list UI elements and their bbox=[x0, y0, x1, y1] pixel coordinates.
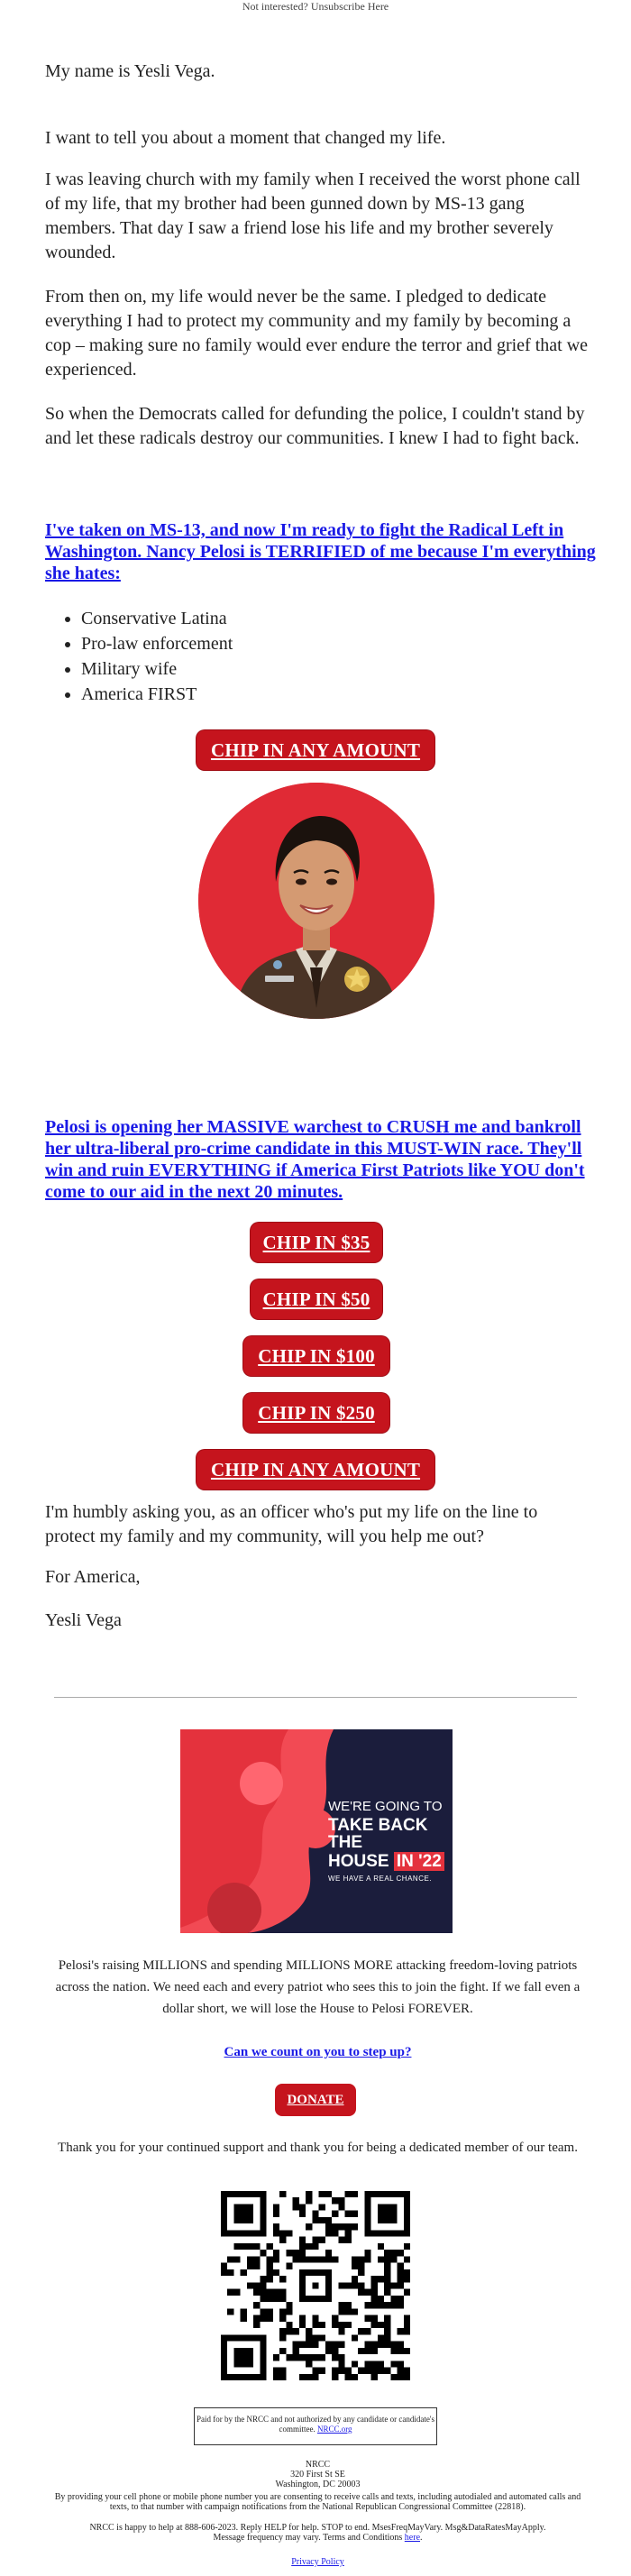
list-item: • Conservative Latina bbox=[81, 606, 590, 631]
list-item: • Pro-law enforcement bbox=[81, 631, 590, 656]
list-item: • Military wife bbox=[81, 656, 590, 682]
chip-in-250-button[interactable]: CHIP IN $250 bbox=[243, 1393, 389, 1433]
qr-code[interactable] bbox=[221, 2191, 410, 2380]
nrcc-pitch: Pelosi's raising MILLIONS and spending MILLIONS MORE attacking freedom-loving patriots across the nation. We need each and every patriot who sees this to join the fight. If we fall even a dollar short, we will lose the House to Pelosi FOREVER. bbox=[55, 1958, 581, 2016]
candidate-portrait-image bbox=[198, 783, 434, 1019]
footer-city: Washington, DC 20003 bbox=[275, 2480, 361, 2489]
footer-privacy bbox=[45, 2557, 590, 2567]
signoff-text: For America, bbox=[45, 1567, 141, 1587]
candidate-photo bbox=[198, 783, 434, 1019]
footer-org: NRCC bbox=[305, 2460, 331, 2470]
disclaimer-text: Paid for by the NRCC and not authorized by any candidate or candidate's committee. bbox=[196, 2415, 435, 2434]
chip-in-35-button[interactable]: CHIP IN $35 bbox=[251, 1223, 382, 1262]
banner-text bbox=[328, 1800, 447, 1883]
headline-section-2 bbox=[45, 1116, 599, 1203]
intro-paragraph-1: I want to tell you about a moment that changed my life. bbox=[45, 128, 446, 148]
qr-code-image bbox=[221, 2191, 410, 2380]
divider bbox=[54, 1697, 577, 1698]
intro-paragraph-3: From then on, my life would never be the same. I pledged to dedicate everything I had to protect my community and my family by becoming a cop – making sure no family would ever endure the terror and grief that we experienced. bbox=[45, 287, 589, 380]
banner-line-2: TAKE BACK THE bbox=[328, 1816, 428, 1852]
take-back-house-banner[interactable] bbox=[180, 1729, 453, 1933]
intro-paragraph-4: So when the Democrats called for defunding the police, I couldn't stand by and let these radicals destroy our communities. I knew I had to fight back. bbox=[45, 404, 585, 448]
intro-paragraph-2: I was leaving church with my family when I received the worst phone call of my life, that my brother had been gunned down by MS-13 gang members. That day I saw a friend lose his life and my brother severely wounded. bbox=[45, 170, 581, 262]
footer-consent: By providing your cell phone or mobile phone number you are consenting to receive calls and texts, including autodialed and automated calls and texts, to that number with campaign notifications from the National Republican Congressional Committee (22818). bbox=[54, 2492, 581, 2512]
privacy-policy-link[interactable]: Privacy Policy bbox=[291, 2557, 344, 2567]
preheader bbox=[0, 0, 631, 13]
chip-in-any-amount-button[interactable]: CHIP IN ANY AMOUNT bbox=[197, 730, 434, 770]
intro-section bbox=[45, 60, 590, 84]
count-on-you-section bbox=[45, 2041, 590, 2063]
intro-body-3 bbox=[45, 285, 590, 382]
closing-signoff bbox=[45, 1565, 590, 1590]
intro-body-4 bbox=[45, 402, 590, 451]
thanks-text: Thank you for your continued support and thank you for being a dedicated member of our team. bbox=[58, 2141, 578, 2155]
footer-address bbox=[45, 2460, 590, 2489]
intro-body bbox=[45, 126, 590, 151]
banner-year-text: IN '22 bbox=[394, 1852, 444, 1871]
donate-button[interactable]: DONATE bbox=[275, 2084, 356, 2116]
signature-text: Yesli Vega bbox=[45, 1610, 122, 1630]
paid-for-disclaimer bbox=[194, 2407, 437, 2445]
chip-in-50-button[interactable]: CHIP IN $50 bbox=[251, 1279, 382, 1319]
nrcc-site-link[interactable]: NRCC.org bbox=[316, 2425, 352, 2434]
chip-in-any-amount-button-2[interactable]: CHIP IN ANY AMOUNT bbox=[197, 1450, 434, 1490]
qualities-list bbox=[45, 606, 590, 707]
closing-paragraph: I'm humbly asking you, as an officer who's put my life on the line to protect my family and my community, will you help me out? bbox=[45, 1502, 538, 1546]
terms-link[interactable]: here bbox=[404, 2533, 421, 2543]
bullet-section bbox=[45, 606, 590, 707]
footer-street: 320 First St SE bbox=[290, 2470, 345, 2480]
footer-help: NRCC is happy to help at 888-606-2023. Reply HELP for help. STOP to end. MsesFreqMayVary. Msg&DataRatesMayApply. Message frequency may vary. Terms and Conditions here. bbox=[89, 2523, 546, 2543]
headline-section-1 bbox=[45, 519, 599, 584]
closing-signature bbox=[45, 1609, 590, 1633]
intro-body-2 bbox=[45, 168, 590, 265]
banner-house-text: HOUSE bbox=[328, 1852, 389, 1871]
banner-line-3 bbox=[328, 1853, 447, 1870]
headline-link-1[interactable]: I've taken on MS-13, and now I'm ready to fight the Radical Left in Washington. Nancy Pelosi is TERRIFIED of me because I'm everything she hates: bbox=[45, 520, 596, 583]
unsubscribe-link[interactable]: Not interested? Unsubscribe Here bbox=[242, 0, 389, 13]
chip-in-100-button[interactable]: CHIP IN $100 bbox=[243, 1336, 389, 1376]
closing-ask bbox=[45, 1500, 590, 1549]
headline-link-2[interactable]: Pelosi is opening her MASSIVE warchest to CRUSH me and bankroll her ultra-liberal pro-crime candidate in this MUST-WIN race. They'll win and ruin EVERYTHING if America First Patriots like YOU don't come to our aid in the next 20 minutes. bbox=[45, 1117, 585, 1202]
intro-name-line: My name is Yesli Vega. bbox=[45, 61, 215, 81]
list-item: • America FIRST bbox=[81, 682, 590, 707]
banner-line-4: WE HAVE A REAL CHANCE. bbox=[328, 1875, 433, 1883]
banner-line-1: WE'RE GOING TO bbox=[328, 1799, 443, 1814]
count-on-you-link[interactable]: Can we count on you to step up? bbox=[224, 2045, 412, 2059]
footer-help-text: NRCC is happy to help at 888-606-2023. Reply HELP for help. STOP to end. MsesFreqMayVary. Msg&DataRatesMayApply. Message frequency may vary. Terms and Conditions bbox=[89, 2523, 546, 2543]
